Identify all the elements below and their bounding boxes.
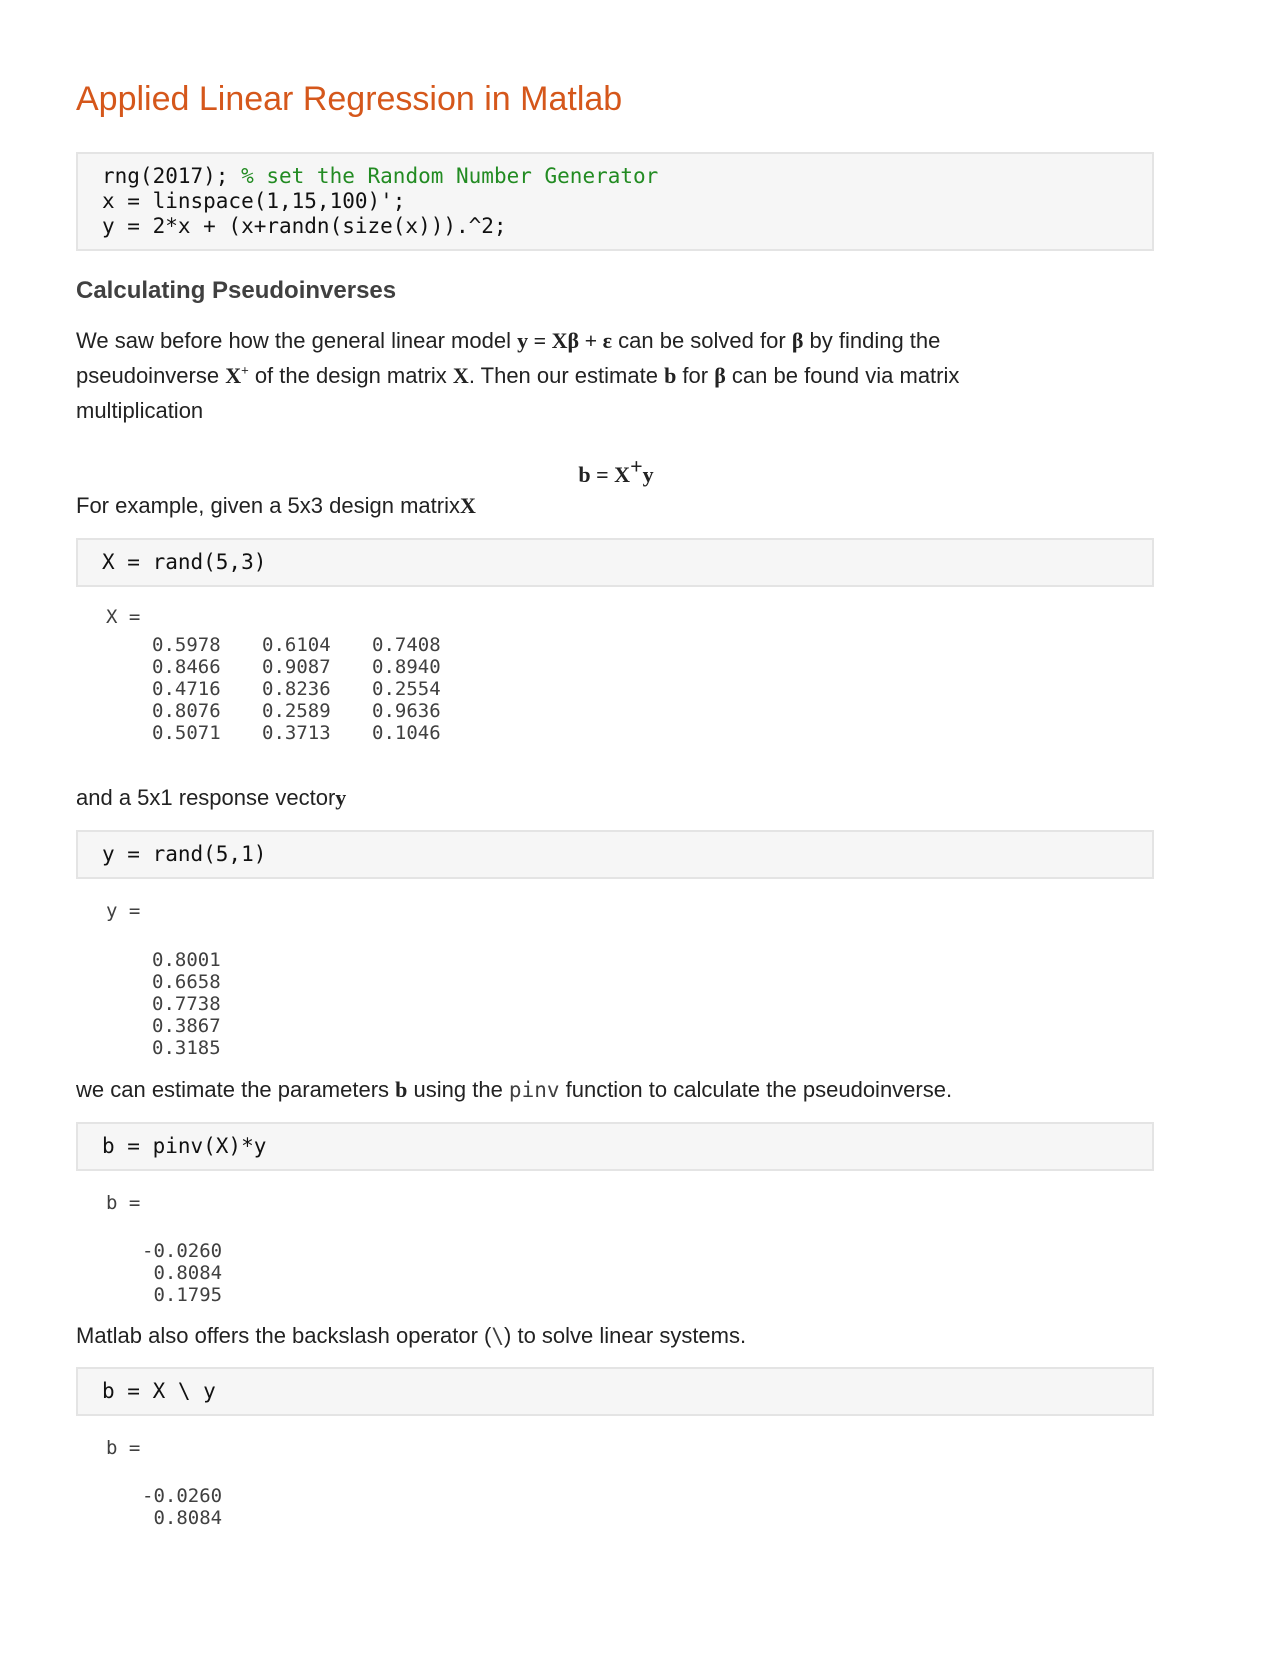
code-block-rand-X: X = rand(5,3) bbox=[76, 538, 1154, 587]
output-b2-values: -0.0260 0.8084 bbox=[142, 1485, 223, 1529]
matrix-cell: 0.6104 bbox=[262, 634, 331, 656]
code-block-setup bbox=[76, 152, 1154, 251]
matrix-cell: 0.3713 bbox=[262, 722, 331, 744]
code-block-pinv: b = pinv(X)*y bbox=[76, 1122, 1154, 1171]
code-line: y = 2*x + (x+randn(size(x))).^2; bbox=[102, 214, 507, 238]
code-line: rng(2017); bbox=[102, 164, 242, 188]
matrix-cell: 0.2554 bbox=[372, 678, 441, 700]
output-label: X = bbox=[106, 606, 141, 628]
matrix-cell: 0.7408 bbox=[372, 634, 441, 656]
output-X-matrix bbox=[152, 634, 452, 744]
equation-display: b = X+y bbox=[578, 453, 654, 487]
matrix-cell: 0.9636 bbox=[372, 700, 441, 722]
paragraph-pinv: we can estimate the parameters b using the pinv function to calculate the pseudoinverse. bbox=[76, 1077, 953, 1102]
matrix-cell: 0.8236 bbox=[262, 678, 331, 700]
output-b2-label: b = bbox=[106, 1437, 141, 1459]
output-b-values: -0.0260 0.8084 0.1795 bbox=[142, 1240, 223, 1306]
matrix-cell: 0.1046 bbox=[372, 722, 441, 744]
matrix-cell: 0.8076 bbox=[152, 700, 221, 722]
output-X bbox=[106, 606, 140, 628]
paragraph-intro: We saw before how the general linear model y = Xβ + ε can be solved for β by finding the pseudoinverse X+ of the design matrix X. Then our estimate b for β can be found via matrix multiplication bbox=[76, 328, 960, 423]
paragraph-response: and a 5x1 response vectory bbox=[76, 785, 347, 810]
code-block-backslash: b = X \ y bbox=[76, 1367, 1154, 1416]
matrix-cell: 0.5978 bbox=[152, 634, 221, 656]
matrix-cell: 0.8466 bbox=[152, 656, 221, 678]
matrix-row bbox=[152, 634, 452, 656]
code-line: x = linspace(1,15,100)'; bbox=[102, 189, 406, 213]
output-y-values: 0.8001 0.6658 0.7738 0.3867 0.3185 bbox=[152, 949, 221, 1059]
page-title: Applied Linear Regression in Matlab bbox=[76, 80, 623, 118]
matrix-row bbox=[152, 678, 452, 700]
matrix-cell: 0.9087 bbox=[262, 656, 331, 678]
matrix-row bbox=[152, 656, 452, 678]
matrix-cell: 0.8940 bbox=[372, 656, 441, 678]
paragraph-example: For example, given a 5x3 design matrixX bbox=[76, 493, 476, 518]
code-comment: % set the Random Number Generator bbox=[241, 164, 659, 188]
matrix-cell: 0.5071 bbox=[152, 722, 221, 744]
matrix-row bbox=[152, 700, 452, 722]
code-block-rand-y: y = rand(5,1) bbox=[76, 830, 1154, 879]
matrix-row bbox=[152, 722, 452, 744]
output-b-label: b = bbox=[106, 1192, 141, 1214]
matrix-cell: 0.2589 bbox=[262, 700, 331, 722]
section-heading: Calculating Pseudoinverses bbox=[76, 277, 397, 304]
matrix-cell: 0.4716 bbox=[152, 678, 221, 700]
paragraph-backslash: Matlab also offers the backslash operator (\) to solve linear systems. bbox=[76, 1323, 747, 1348]
output-y-label: y = bbox=[106, 900, 141, 922]
